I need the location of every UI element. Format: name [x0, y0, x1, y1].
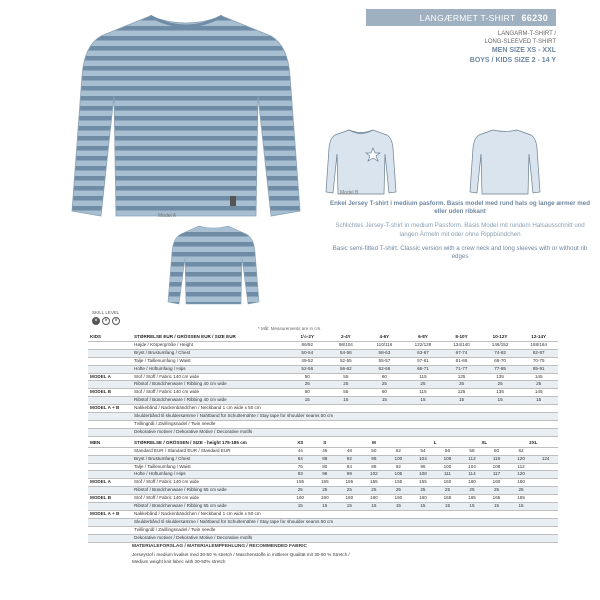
kids-cell: 145 [519, 373, 558, 381]
kids-span-row [88, 413, 558, 421]
kids-header-label: STØRRELSE EUR / GRÖSSEN EUR / SIZE EUR [132, 334, 288, 341]
men-cell: 108 [435, 455, 460, 463]
men-size-header: S [313, 440, 338, 447]
men-size-header: M [337, 440, 411, 447]
men-cell: 160 [313, 495, 338, 503]
pattern-name-de: LANGARM-T-SHIRT / [497, 31, 556, 37]
men-cell: 99 [337, 471, 362, 479]
men-cell: 104 [411, 455, 436, 463]
men-cell: 160 [386, 495, 411, 503]
men-cell [533, 447, 558, 455]
kids-cell: 70-75 [519, 357, 558, 365]
kids-cell: 135 [481, 389, 520, 397]
men-row-group [88, 503, 132, 511]
skill-level [92, 310, 120, 325]
men-span-group [88, 518, 132, 526]
men-cell: 93 [288, 471, 313, 479]
men-span-row [88, 510, 558, 518]
men-span-row [88, 534, 558, 542]
kids-cell: 50 [288, 389, 327, 397]
kids-table-row [88, 381, 558, 389]
kids-cell: 15 [365, 397, 404, 405]
men-cell: 160 [484, 479, 509, 487]
men-row-label: Bryst / Brustumfang / Chest [132, 455, 288, 463]
skill-dot-2: × [102, 317, 110, 325]
men-table-row [88, 503, 558, 511]
men-size-header: L [411, 440, 460, 447]
kids-row-label: Hofte / Hüftumfang / Hips [132, 365, 288, 373]
men-row-group: MODEL A [88, 479, 132, 487]
skill-dot-3: × [112, 317, 120, 325]
men-cell: 84 [288, 455, 313, 463]
technical-sketches [315, 126, 560, 196]
size-tables [88, 334, 558, 565]
kids-table-row [88, 357, 558, 365]
pattern-title-bar [366, 9, 556, 26]
men-cell: 100 [435, 463, 460, 471]
men-cell: 92 [386, 463, 411, 471]
men-cell: 165 [460, 495, 485, 503]
men-cell: 80 [313, 463, 338, 471]
kids-cell: 158/164 [519, 341, 558, 349]
men-cell: 48 [337, 447, 362, 455]
kids-cell: 52-56 [288, 365, 327, 373]
kids-cell: 25 [404, 381, 443, 389]
men-cell: 160 [288, 495, 313, 503]
kids-span-row [88, 428, 558, 436]
men-span-row [88, 526, 558, 534]
men-cell: 165 [435, 495, 460, 503]
size-range-kids: BOYS / KIDS SIZE 2 - 14 Y [469, 57, 556, 64]
men-row-group [88, 471, 132, 479]
kids-span-group [88, 413, 132, 421]
kids-table-row [88, 341, 558, 349]
kids-cell: 25 [481, 381, 520, 389]
kids-cell: 15 [404, 397, 443, 405]
men-header-label: STØRRELSE / GRÖSSEN / SIZE - height 175-185 cm [132, 440, 288, 447]
men-cell: 155 [362, 479, 387, 487]
men-size-header: 2XL [509, 440, 558, 447]
men-cell: 15 [386, 503, 411, 511]
materials-heading: MATERIALEFORSLAG / MATERIALEMPFEHLUNG / RECOMMENDED FABRIC [132, 543, 307, 549]
men-cell: 165 [484, 495, 509, 503]
kids-cell: 122/128 [404, 341, 443, 349]
kids-group-label: KIDS [88, 334, 132, 341]
model-a-back-photo [166, 222, 261, 307]
men-cell: 88 [362, 463, 387, 471]
kids-table-row [88, 373, 558, 381]
men-cell: 15 [362, 503, 387, 511]
kids-row-group [88, 357, 132, 365]
men-cell [533, 471, 558, 479]
men-cell: 155 [313, 479, 338, 487]
men-cell: 44 [288, 447, 313, 455]
men-cell: 15 [411, 503, 436, 511]
kids-cell: 71-77 [442, 365, 481, 373]
men-table-row [88, 487, 558, 495]
measurement-note: * Mål: Measurements are in cm. [258, 326, 322, 331]
men-cell [533, 487, 558, 495]
kids-header-row [88, 334, 558, 341]
men-cell: 25 [411, 487, 436, 495]
men-row-label: Talje / Taillenumfang / Waist [132, 463, 288, 471]
men-cell: 105 [386, 471, 411, 479]
kids-cell: 62-66 [365, 365, 404, 373]
men-cell: 54 [411, 447, 436, 455]
men-row-group [88, 447, 132, 455]
men-span-group: MODEL A + B [88, 510, 132, 518]
men-cell: 160 [509, 479, 534, 487]
kids-cell: 115 [404, 389, 443, 397]
men-cell: 56 [435, 447, 460, 455]
men-cell: 112 [460, 455, 485, 463]
men-table-row [88, 479, 558, 487]
men-cell: 15 [288, 503, 313, 511]
men-cell: 116 [484, 455, 509, 463]
kids-row-group [88, 341, 132, 349]
kids-size-header: 12-14Y [519, 334, 558, 341]
men-cell: 76 [288, 463, 313, 471]
men-cell: 25 [362, 487, 387, 495]
men-size-table [88, 440, 558, 543]
men-cell: 104 [460, 463, 485, 471]
kids-cell: 15 [481, 397, 520, 405]
men-cell: 102 [362, 471, 387, 479]
men-cell: 112 [509, 463, 534, 471]
men-table-row [88, 495, 558, 503]
pattern-subtitle-block [366, 30, 556, 66]
men-cell: 108 [484, 463, 509, 471]
kids-size-header: 6-8Y [404, 334, 443, 341]
skill-dot-1: × [92, 317, 100, 325]
men-table-row [88, 471, 558, 479]
men-row-label: Stof / Stoff / Fabric 140 cm wide [132, 495, 288, 503]
kids-cell: 86/92 [288, 341, 327, 349]
men-row-label: Hofte / Hüftumfang / Hips [132, 471, 288, 479]
kids-cell: 146/152 [481, 341, 520, 349]
men-row-label: Ribstof / Bündchenware / Ribbing 55 cm wide [132, 487, 288, 495]
kids-cell: 15 [288, 397, 327, 405]
men-cell: 46 [313, 447, 338, 455]
men-cell: 96 [313, 471, 338, 479]
kids-table-row [88, 365, 558, 373]
men-cell [533, 479, 558, 487]
kids-size-header: 8-10Y [442, 334, 481, 341]
men-cell: 25 [386, 487, 411, 495]
kids-row-group [88, 349, 132, 357]
kids-cell: 98/104 [327, 341, 366, 349]
kids-span-text: Tvillingnål / Zwillingsnadel / Twin needle [132, 420, 558, 428]
kids-row-label: Bryst / Brustumfang / Chest [132, 349, 288, 357]
kids-span-group [88, 420, 132, 428]
kids-cell: 135 [481, 373, 520, 381]
materials-block [132, 543, 558, 565]
men-row-group: MODEL B [88, 495, 132, 503]
materials-line-1: Jerseystof i medium kvalitet med 30-50 % stretch / Maschenstoffe in mittlerer Qualität mit 30-50 % Stretch / [132, 551, 350, 557]
kids-cell: 115 [404, 373, 443, 381]
kids-cell: 125 [442, 389, 481, 397]
men-cell: 25 [484, 487, 509, 495]
kids-cell: 60 [365, 373, 404, 381]
kids-cell: 52-55 [327, 357, 366, 365]
kids-row-group [88, 381, 132, 389]
men-row-label: Standard EUR / Standard EUR / Standard EUR [132, 447, 288, 455]
men-cell: 155 [337, 479, 362, 487]
pattern-title: LANGÆRMET T-SHIRT [419, 12, 516, 23]
men-row-label: Ribstof / Bündchenware / Ribbing 55 cm wide [132, 503, 288, 511]
skill-level-label: SKILL LEVEL [92, 310, 120, 315]
men-table-row [88, 463, 558, 471]
men-cell: 25 [509, 487, 534, 495]
men-row-group [88, 463, 132, 471]
kids-cell: 25 [519, 381, 558, 389]
kids-span-text: Dekorative motiver / Dekorative Motive / Decorative motifs [132, 428, 558, 436]
kids-cell: 49-52 [288, 357, 327, 365]
kids-cell: 58-63 [365, 349, 404, 357]
men-cell [533, 503, 558, 511]
kids-cell: 25 [327, 381, 366, 389]
men-cell: 15 [313, 503, 338, 511]
men-cell: 160 [460, 479, 485, 487]
kids-row-group: MODEL B [88, 389, 132, 397]
kids-table-row [88, 397, 558, 405]
men-cell: 84 [337, 463, 362, 471]
men-cell: 92 [337, 455, 362, 463]
men-cell: 120 [509, 455, 534, 463]
men-span-text: Skulderbånd til skuldersømme / Nahtband für Schulternähte / Stay tape for shoulder seams 50 cm [132, 518, 558, 526]
kids-span-group: MODEL A + B [88, 405, 132, 413]
men-span-group [88, 534, 132, 542]
pattern-name-en: LONG-SLEEVED T-SHIRT [484, 39, 556, 45]
kids-cell: 50-54 [288, 349, 327, 357]
men-cell: 165 [509, 495, 534, 503]
men-cell: 96 [411, 463, 436, 471]
kids-span-text: Nakkebånd / Nackenbändchen / Neckband 1 cm wide x 50 cm [132, 405, 558, 413]
men-span-text: Nakkebånd / Nackenbändchen / Neckband 1 cm wide x 50 cm [132, 510, 558, 518]
men-table-row [88, 455, 558, 463]
men-size-header: XL [460, 440, 509, 447]
men-cell: 88 [313, 455, 338, 463]
men-table-row [88, 447, 558, 455]
kids-cell: 15 [327, 397, 366, 405]
kids-cell: 55 [327, 389, 366, 397]
men-span-text: Dekorative motiver / Dekorative Motive / Decorative motifs [132, 534, 558, 542]
kids-row-label: Stof / Stoff / Fabric 140 cm wide [132, 373, 288, 381]
men-header-row [88, 440, 558, 447]
description-block [330, 200, 590, 267]
kids-cell: 55 [327, 373, 366, 381]
kids-row-label: Ribstof / Bündchenware / Ribbing 40 cm wide [132, 381, 288, 389]
men-row-group [88, 487, 132, 495]
men-cell: 52 [386, 447, 411, 455]
kids-cell: 15 [442, 397, 481, 405]
men-cell: 25 [460, 487, 485, 495]
men-cell: 15 [509, 503, 534, 511]
kids-size-header: 10-12Y [481, 334, 520, 341]
kids-span-row [88, 420, 558, 428]
men-cell: 96 [362, 455, 387, 463]
kids-cell: 82-87 [519, 349, 558, 357]
kids-row-group: MODEL A [88, 373, 132, 381]
model-b-caption: Model B [340, 190, 359, 196]
kids-cell: 15 [519, 397, 558, 405]
men-size-header: XS [288, 440, 313, 447]
men-cell: 117 [484, 471, 509, 479]
kids-cell: 25 [288, 381, 327, 389]
kids-row-label: Talje / Taillenumfang / Waist [132, 357, 288, 365]
men-cell: 15 [435, 503, 460, 511]
men-row-label: Stof / Stoff / Fabric 140 cm wide [132, 479, 288, 487]
men-group-label: MEN [88, 440, 132, 447]
men-cell: 160 [411, 495, 436, 503]
men-span-text: Tvillingnål / Zwillingsnadel / Twin needle [132, 526, 558, 534]
kids-size-header: 4-6Y [365, 334, 404, 341]
men-cell: 100 [386, 455, 411, 463]
kids-span-text: Skulderbånd til skuldersømme / Nahtband für Schulternähte / Stay tape for shoulder seams 50 cm [132, 413, 558, 421]
kids-row-label: Stof / Stoff / Fabric 140 cm wide [132, 389, 288, 397]
kids-cell: 60 [365, 389, 404, 397]
kids-cell: 63-67 [404, 349, 443, 357]
model-a-caption: Model A [158, 213, 177, 219]
description-de: Schlichtes Jersey-T-shirt in medium Passform. Basis Model mit rundem Halsausschnitt und langen Ärmeln mit oder ohne Rippbündchen [335, 222, 585, 238]
model-a-shirt-photo [66, 6, 306, 221]
kids-size-header: 2-4Y [327, 334, 366, 341]
kids-cell: 54-58 [327, 349, 366, 357]
kids-cell: 134/140 [442, 341, 481, 349]
description-da: Enkel Jersey T-shirt i medium pasform. Basis model med rund hals og lange ærmer med eller uden ribkant [330, 200, 590, 216]
kids-cell: 77-85 [481, 365, 520, 373]
men-cell: 15 [460, 503, 485, 511]
men-cell [533, 463, 558, 471]
men-span-row [88, 518, 558, 526]
kids-table-row [88, 349, 558, 357]
kids-cell: 50 [288, 373, 327, 381]
men-cell: 160 [337, 495, 362, 503]
pattern-number: 66230 [521, 12, 548, 23]
description-en: Basic semi-fitted T-shirt. Classic version with a crew neck and long sleeves with or without rib edges [332, 244, 588, 261]
men-cell: 155 [288, 479, 313, 487]
men-cell: 160 [362, 495, 387, 503]
kids-cell: 67-74 [442, 349, 481, 357]
men-cell: 15 [484, 503, 509, 511]
kids-cell: 85-91 [519, 365, 558, 373]
kids-cell: 56-62 [327, 365, 366, 373]
men-cell: 160 [435, 479, 460, 487]
kids-span-row [88, 405, 558, 413]
kids-cell: 145 [519, 389, 558, 397]
men-cell: 60 [484, 447, 509, 455]
kids-row-label: Ribstof / Bündchenware / Ribbing 40 cm wide [132, 397, 288, 405]
kids-cell: 66-71 [404, 365, 443, 373]
men-cell: 124 [533, 455, 558, 463]
men-cell: 111 [435, 471, 460, 479]
sketch-model-b-back [470, 130, 540, 194]
kids-row-group [88, 365, 132, 373]
kids-size-table [88, 334, 558, 437]
kids-table-row [88, 389, 558, 397]
men-cell: 120 [509, 471, 534, 479]
kids-cell: 61-66 [442, 357, 481, 365]
men-span-group [88, 526, 132, 534]
men-cell: 155 [411, 479, 436, 487]
kids-cell: 74-82 [481, 349, 520, 357]
kids-cell: 55-57 [365, 357, 404, 365]
men-row-group [88, 455, 132, 463]
kids-cell: 125 [442, 373, 481, 381]
men-cell: 108 [411, 471, 436, 479]
men-cell [533, 495, 558, 503]
kids-cell: 110/116 [365, 341, 404, 349]
sketch-model-b [326, 130, 396, 194]
men-cell: 114 [460, 471, 485, 479]
kids-cell: 57-61 [404, 357, 443, 365]
men-cell: 25 [288, 487, 313, 495]
men-cell: 25 [313, 487, 338, 495]
men-cell: 58 [460, 447, 485, 455]
men-cell: 15 [337, 503, 362, 511]
kids-span-group [88, 428, 132, 436]
men-cell: 50 [362, 447, 387, 455]
kids-row-label: Højde / Körpergröße / Height [132, 341, 288, 349]
kids-row-group [88, 397, 132, 405]
materials-line-2: Medium weight knit fabric with 30-50% stretch [132, 558, 226, 564]
kids-cell: 25 [442, 381, 481, 389]
men-cell: 25 [337, 487, 362, 495]
kids-cell: 66-70 [481, 357, 520, 365]
men-cell: 155 [386, 479, 411, 487]
men-cell: 25 [435, 487, 460, 495]
size-range-men: MEN SIZE XS - XXL [491, 47, 556, 54]
kids-cell: 25 [365, 381, 404, 389]
men-cell: 62 [509, 447, 534, 455]
kids-size-header: 1½-2Y [288, 334, 327, 341]
